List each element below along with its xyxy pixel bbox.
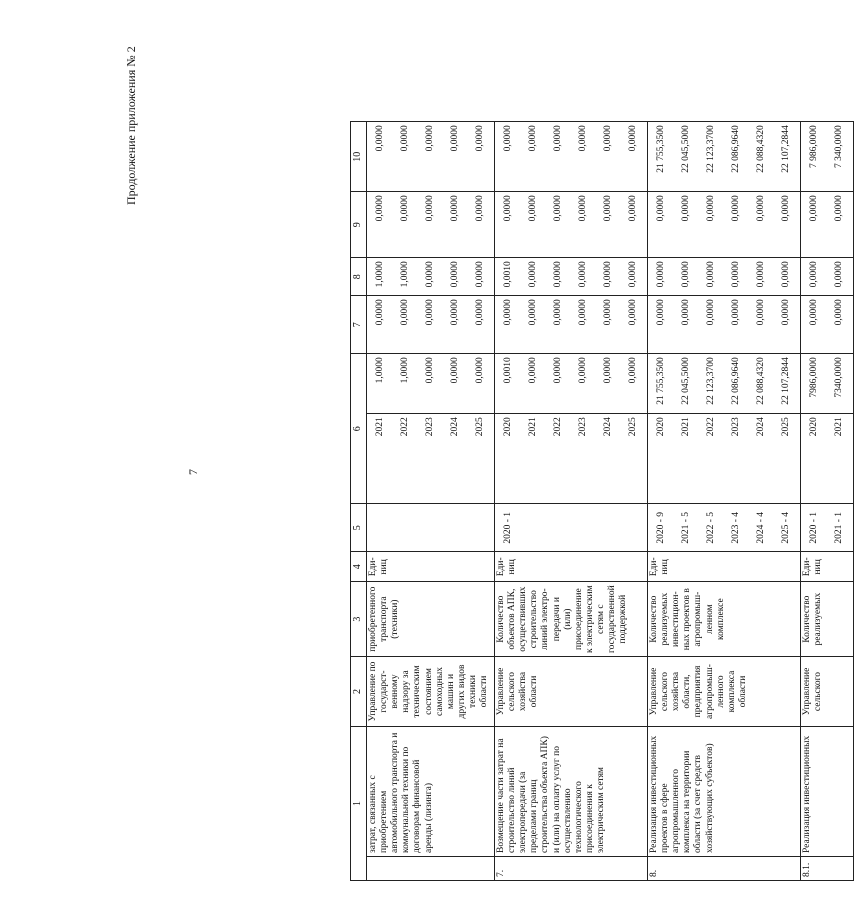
col8-value-column [801, 258, 854, 296]
header-cell: 6 [351, 354, 367, 504]
year-value: 2022 [400, 417, 410, 437]
header-cell: 5 [351, 504, 367, 552]
col9-value: 0,0000 [475, 195, 485, 222]
col7-value: 0,0000 [553, 299, 563, 326]
col8-value: 0,0000 [706, 261, 716, 288]
col7-value: 0,0000 [528, 299, 538, 326]
col8-value: 0,0000 [450, 261, 460, 288]
col9-value: 0,0000 [756, 195, 766, 222]
col10-value-column [495, 122, 648, 192]
col7-value: 0,0000 [731, 299, 741, 326]
col7-value: 0,0000 [834, 299, 844, 326]
col9-value-column [648, 192, 801, 258]
unit: Еди-ниц [495, 552, 648, 582]
col8-value: 1,0000 [400, 261, 410, 288]
col8-value: 0,0000 [834, 261, 844, 288]
col10-value: 22 088,4320 [756, 125, 766, 173]
row-number: 8. [648, 857, 801, 881]
row-number [367, 857, 495, 881]
col8-value: 0,0000 [528, 261, 538, 288]
col7-value: 0,0000 [475, 299, 485, 326]
col5-value [521, 507, 546, 548]
col7-value: 0,0000 [706, 299, 716, 326]
year-value-column [367, 414, 495, 504]
col8-value: 0,0000 [628, 261, 638, 288]
col7-value: 0,0000 [603, 299, 613, 326]
col7-value: 0,0000 [400, 299, 410, 326]
col6-value: 0,0010 [503, 357, 513, 384]
col5-value [368, 507, 393, 548]
col9-value: 0,0000 [681, 195, 691, 222]
col8-value: 0,0000 [656, 261, 666, 288]
col8-value: 0,0000 [553, 261, 563, 288]
col10-value: 0,0000 [628, 125, 638, 152]
unit: Еди-ниц [648, 552, 801, 582]
col7-value: 0,0000 [681, 299, 691, 326]
col6-value: 0,0000 [553, 357, 563, 384]
col8-value: 0,0000 [603, 261, 613, 288]
col10-value: 7 986,0000 [809, 125, 819, 169]
col5-value: 2024 - 4 [756, 511, 766, 544]
header-cell: 1 [351, 727, 367, 881]
col6-value: 0,0000 [628, 357, 638, 384]
col6-value: 1,0000 [375, 357, 385, 384]
col8-value: 0,0000 [809, 261, 819, 288]
col10-value: 0,0000 [503, 125, 513, 152]
col10-value: 22 045,5000 [681, 125, 691, 173]
col9-value: 0,0000 [603, 195, 613, 222]
year-value: 2023 [578, 417, 588, 437]
col5-value: 2022 - 5 [706, 511, 716, 544]
measure-name: затрат, связанных с приобретением автомобильного транспорта и коммунальной техники по договорам финансовой аренды (лизинга) [367, 727, 495, 857]
col9-value: 0,0000 [528, 195, 538, 222]
col5-value: 2021 - 1 [834, 511, 844, 544]
col5-value-column [367, 504, 495, 552]
col10-value: 0,0000 [603, 125, 613, 152]
col9-value-column [367, 192, 495, 258]
col10-value: 0,0000 [475, 125, 485, 152]
col8-value: 0,0000 [578, 261, 588, 288]
header-cell: 4 [351, 552, 367, 582]
col7-value: 0,0000 [756, 299, 766, 326]
year-value: 2024 [450, 417, 460, 437]
col8-value: 0,0000 [781, 261, 791, 288]
year-value: 2020 [809, 417, 819, 437]
col6-value-column [648, 354, 801, 414]
col9-value: 0,0000 [628, 195, 638, 222]
indicator: Количество реализуемых [801, 582, 854, 657]
col6-value-column [801, 354, 854, 414]
col6-value: 7340,0000 [834, 357, 844, 398]
col8-value: 0,0000 [731, 261, 741, 288]
col6-value: 0,0000 [578, 357, 588, 384]
col10-value-column [648, 122, 801, 192]
col8-value: 0,0010 [503, 261, 513, 288]
year-value: 2020 [503, 417, 513, 437]
col7-value: 0,0000 [425, 299, 435, 326]
col5-value: 2020 - 9 [656, 511, 666, 544]
executor: Управление сельского хозяйства области, предприятия агропромыш-ленного комплекса области [648, 657, 801, 727]
col10-value: 22 086,9640 [731, 125, 741, 173]
col8-value: 0,0000 [756, 261, 766, 288]
col10-value: 0,0000 [528, 125, 538, 152]
col9-value: 0,0000 [450, 195, 460, 222]
continuation-label: Продолжение приложения № 2 [124, 46, 138, 205]
col9-value: 0,0000 [578, 195, 588, 222]
col5-value: 2020 - 1 [503, 511, 513, 544]
indicator: Количество реализуемых инвестицион-ных проектов в агропромыш-ленном комплексе [648, 582, 801, 657]
col9-value: 0,0000 [503, 195, 513, 222]
col10-value-column [367, 122, 495, 192]
col7-value-column [367, 296, 495, 354]
col7-value-column [648, 296, 801, 354]
table-row [801, 122, 854, 881]
col6-value: 0,0000 [528, 357, 538, 384]
col9-value: 0,0000 [834, 195, 844, 222]
header-cell: 7 [351, 296, 367, 354]
col5-value [571, 507, 596, 548]
table-row [495, 122, 648, 881]
col5-value: 2021 - 5 [681, 511, 691, 544]
header-cell: 9 [351, 192, 367, 258]
col8-value: 0,0000 [681, 261, 691, 288]
col10-value: 22 123,3700 [706, 125, 716, 173]
col7-value: 0,0000 [809, 299, 819, 326]
col5-value-column [495, 504, 648, 552]
col5-value: 2020 - 1 [809, 511, 819, 544]
col7-value: 0,0000 [503, 299, 513, 326]
row-number: 7. [495, 857, 648, 881]
col7-value: 0,0000 [375, 299, 385, 326]
col7-value-column [495, 296, 648, 354]
col5-value [393, 507, 418, 548]
col10-value: 0,0000 [553, 125, 563, 152]
year-value: 2024 [756, 417, 766, 437]
col9-value-column [801, 192, 854, 258]
header-cell: 10 [351, 122, 367, 192]
measure-name: Реализация инвестиционных [801, 727, 854, 857]
measure-name: Реализация инвестиционных проектов в сфере агропромышленного комплекса на территории области (за счет средств хозяйствующих субъектов) [648, 727, 801, 857]
col9-value: 0,0000 [731, 195, 741, 222]
col10-value: 21 755,3500 [656, 125, 666, 173]
col9-value: 0,0000 [400, 195, 410, 222]
col9-value-column [495, 192, 648, 258]
col6-value: 0,0000 [425, 357, 435, 384]
row-number: 8.1. [801, 857, 854, 881]
col6-value: 22 088,4320 [756, 357, 766, 405]
col7-value: 0,0000 [578, 299, 588, 326]
header-cell: 3 [351, 582, 367, 657]
executor: Управление по государст-венному надзору за техническим состоянием самоходных машин и других видов техники области [367, 657, 495, 727]
year-value: 2021 [834, 417, 844, 437]
year-value: 2025 [475, 417, 485, 437]
col6-value: 22 086,9640 [731, 357, 741, 405]
year-value: 2021 [528, 417, 538, 437]
col7-value: 0,0000 [656, 299, 666, 326]
col6-value: 0,0000 [450, 357, 460, 384]
appendix-table [350, 121, 854, 881]
year-value-column [801, 414, 854, 504]
col9-value: 0,0000 [809, 195, 819, 222]
col5-value: 2025 - 4 [781, 511, 791, 544]
year-value: 2021 [375, 417, 385, 437]
col6-value: 0,0000 [603, 357, 613, 384]
year-value: 2025 [781, 417, 791, 437]
col5-value [596, 507, 621, 548]
col6-value: 22 123,3700 [706, 357, 716, 405]
col6-value: 0,0000 [475, 357, 485, 384]
col5-value [621, 507, 646, 548]
year-value: 2023 [425, 417, 435, 437]
year-value: 2021 [681, 417, 691, 437]
col9-value: 0,0000 [425, 195, 435, 222]
col9-value: 0,0000 [781, 195, 791, 222]
table-body [351, 122, 854, 881]
col10-value: 0,0000 [578, 125, 588, 152]
col7-value: 0,0000 [781, 299, 791, 326]
col5-value-column [801, 504, 854, 552]
year-value-column [495, 414, 648, 504]
col8-value: 1,0000 [375, 261, 385, 288]
header-cell: 2 [351, 657, 367, 727]
year-value: 2025 [628, 417, 638, 437]
col10-value-column [801, 122, 854, 192]
col8-value: 0,0000 [425, 261, 435, 288]
col6-value: 7986,0000 [809, 357, 819, 398]
year-value: 2024 [603, 417, 613, 437]
col6-value-column [495, 354, 648, 414]
col6-value: 22 107,2844 [781, 357, 791, 405]
col7-value: 0,0000 [628, 299, 638, 326]
unit: Еди-ниц [801, 552, 854, 582]
header-row [351, 122, 367, 881]
year-value: 2022 [706, 417, 716, 437]
year-value: 2022 [553, 417, 563, 437]
col10-value: 22 107,2844 [781, 125, 791, 173]
col10-value: 0,0000 [450, 125, 460, 152]
col7-value-column [801, 296, 854, 354]
col5-value [468, 507, 493, 548]
col9-value: 0,0000 [375, 195, 385, 222]
col9-value: 0,0000 [553, 195, 563, 222]
indicator: приобретенного транспорта (техники) [367, 582, 495, 657]
col9-value: 0,0000 [656, 195, 666, 222]
unit: Еди-ниц [367, 552, 495, 582]
col6-value: 1,0000 [400, 357, 410, 384]
col10-value: 0,0000 [425, 125, 435, 152]
col5-value [443, 507, 468, 548]
year-value: 2020 [656, 417, 666, 437]
col6-value-column [367, 354, 495, 414]
indicator: Количество объектов АПК, осуществивших строительство линий электро-передачи и (или) присоединение к электрическим сетям с государственной поддержкой [495, 582, 648, 657]
col5-value [418, 507, 443, 548]
year-value: 2023 [731, 417, 741, 437]
col6-value: 22 045,5000 [681, 357, 691, 405]
col8-value-column [648, 258, 801, 296]
col6-value: 21 755,3500 [656, 357, 666, 405]
year-value-column [648, 414, 801, 504]
col5-value: 2023 - 4 [731, 511, 741, 544]
col8-value: 0,0000 [475, 261, 485, 288]
col5-value-column [648, 504, 801, 552]
executor: Управление сельского [801, 657, 854, 727]
col10-value: 7 340,0000 [834, 125, 844, 169]
measure-name: Возмещение части затрат на строительство линий электропередачи (за пределами границ строительства объекта АПК) и (или) на оплату услуг по осуществлению технологического присоединения к электрическим сетям [495, 727, 648, 857]
table-row [648, 122, 801, 881]
executor: Управление сельского хозяйства области [495, 657, 648, 727]
table-row [367, 122, 495, 881]
page-number: 7 [186, 469, 200, 475]
col10-value: 0,0000 [400, 125, 410, 152]
col8-value-column [495, 258, 648, 296]
header-cell: 8 [351, 258, 367, 296]
col9-value: 0,0000 [706, 195, 716, 222]
col10-value: 0,0000 [375, 125, 385, 152]
col8-value-column [367, 258, 495, 296]
col7-value: 0,0000 [450, 299, 460, 326]
col5-value [546, 507, 571, 548]
